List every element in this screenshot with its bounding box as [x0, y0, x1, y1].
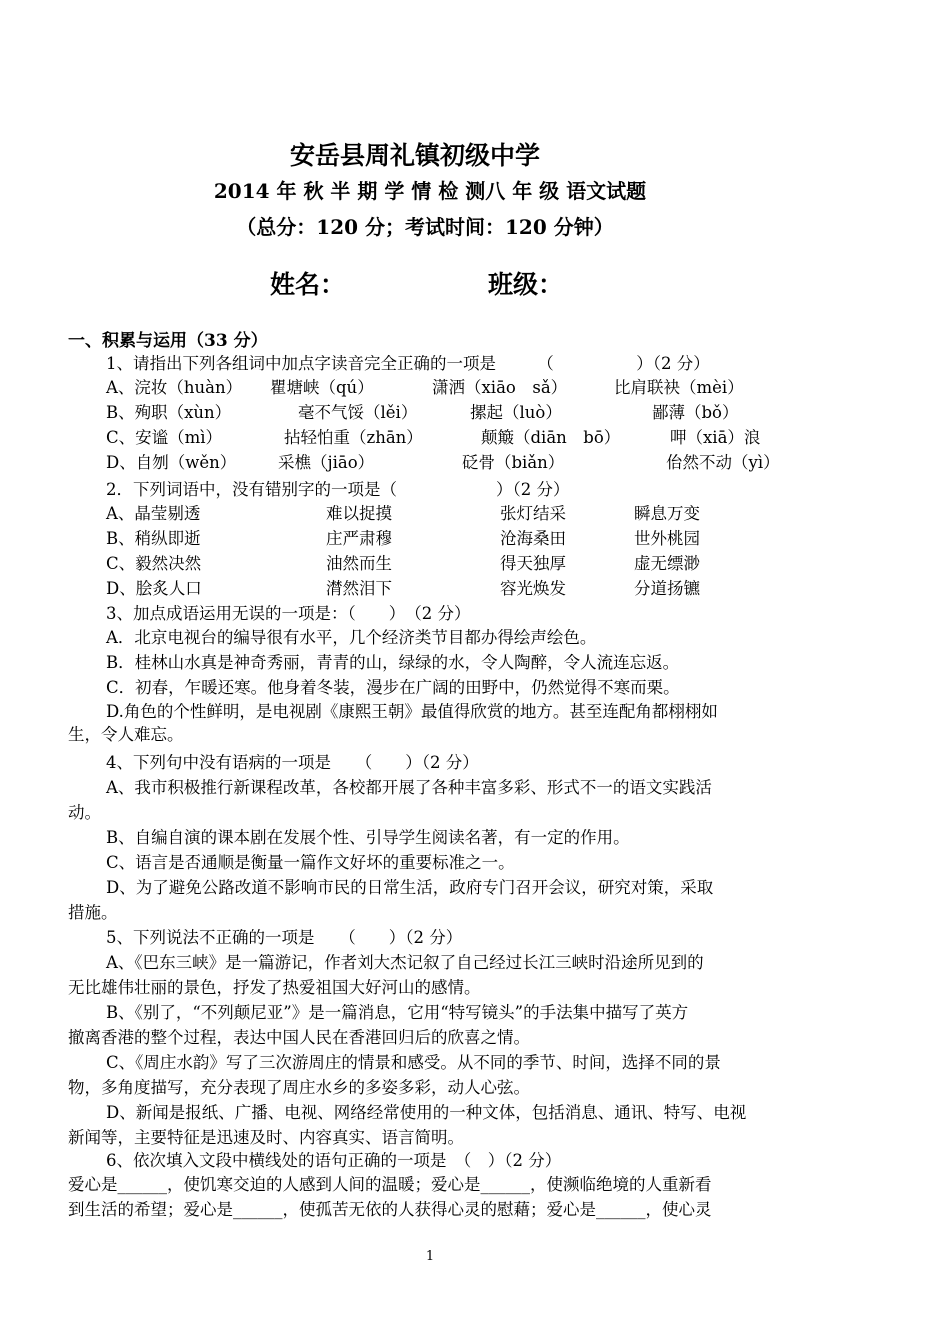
q4-option-c: C、语言是否通顺是衡量一篇作文好坏的重要标准之一。 [106, 853, 515, 872]
q1-a-2: 瞿塘峡（qú） [270, 378, 374, 397]
q2-a-3: 张灯结采 [500, 504, 566, 523]
q2-a-2: 难以捉摸 [326, 504, 392, 523]
q4-stem: 4、下列句中没有语病的一项是 （ ）（2 分） [106, 753, 479, 772]
q2-d-3: 容光焕发 [500, 579, 566, 598]
q4-option-d-line2: 措施。 [68, 903, 118, 922]
q2-c-3: 得天独厚 [500, 554, 566, 573]
q2-c-1: C、毅然决然 [106, 554, 202, 573]
q1-c-1: C、安谧（mì） [106, 428, 223, 447]
q5-option-c-line1: C、《周庄水韵》写了三次游周庄的情景和感受。从不同的季节、时间，选择不同的景 [106, 1053, 721, 1072]
q1-d-3: 砭骨（biǎn） [462, 453, 565, 472]
q3-option-d-line2: 生，令人难忘。 [68, 725, 184, 744]
q5-option-d-line1: D、新闻是报纸、广播、电视、网络经常使用的一种文体，包括消息、通讯、特写、电视 [106, 1103, 747, 1122]
q2-a-1: A、晶莹剔透 [106, 504, 201, 523]
q1-a-3: 潇洒（xiāo sǎ） [432, 378, 568, 397]
q2-b-3: 沧海桑田 [500, 529, 566, 548]
q5-option-b-line1: B、《别了，“不列颠尼亚”》是一篇消息，它用“特写镜头”的手法集中描写了英方 [106, 1003, 689, 1022]
q1-b-3: 摞起（luò） [470, 403, 562, 422]
q1-d-2: 采樵（jiāo） [278, 453, 375, 472]
q4-option-a-line2: 动。 [68, 803, 101, 822]
section-title: 一、积累与运用（33 分） [68, 331, 268, 351]
q6-passage-line2: 到生活的希望；爱心是______，使孤苦无依的人获得心灵的慰藉；爱心是______，使心灵 [68, 1200, 712, 1219]
q2-d-2: 潸然泪下 [326, 579, 392, 598]
q2-d-1: D、脍炙人口 [106, 579, 202, 598]
q1-d-4: 佁然不动（yì） [666, 453, 780, 472]
q5-option-d-line2: 新闻等，主要特征是迅速及时、内容真实、语言简明。 [68, 1128, 464, 1147]
page-number: 1 [425, 1249, 435, 1264]
q1-b-1: B、殉职（xùn） [106, 403, 232, 422]
q5-option-a-line2: 无比雄伟壮丽的景色，抒发了热爱祖国大好河山的感情。 [68, 978, 481, 997]
q1-d-1: D、自刎（wěn） [106, 453, 237, 472]
name-label: 姓名： [270, 270, 346, 299]
class-label: 班级： [488, 270, 564, 299]
q3-option-b: B．桂林山水真是神奇秀丽，青青的山，绿绿的水，令人陶醉，令人流连忘返。 [106, 653, 680, 672]
q3-option-a: A．北京电视台的编导很有水平，几个经济类节目都办得绘声绘色。 [106, 628, 597, 647]
q4-option-a-line1: A、我市积极推行新课程改革，各校都开展了各种丰富多彩、形式不一的语文实践活 [106, 778, 712, 797]
q3-stem: 3、加点成语运用无误的一项是：（ ） （2 分） [106, 604, 471, 623]
q6-passage-line1: 爱心是______，使饥寒交迫的人感到人间的温暖；爱心是______，使濒临绝境的人重新看 [68, 1175, 712, 1194]
q2-d-4: 分道扬镳 [634, 579, 700, 598]
q3-option-d-line1: D.角色的个性鲜明，是电视剧《康熙王朝》最值得欣赏的地方。甚至连配角都栩栩如 [106, 702, 718, 721]
q1-c-2: 拈轻怕重（zhān） [284, 428, 423, 447]
q4-option-b: B、自编自演的课本剧在发展个性、引导学生阅读名著，有一定的作用。 [106, 828, 630, 847]
q2-a-4: 瞬息万变 [634, 504, 700, 523]
q1-b-2: 毫不气馁（lěi） [298, 403, 418, 422]
q1-c-4: 呷（xiā）浪 [670, 428, 761, 447]
q2-c-4: 虚无缥渺 [634, 554, 700, 573]
q1-a-4: 比肩联袂（mèi） [614, 378, 744, 397]
q3-option-c: C．初春，乍暖还寒。他身着冬装，漫步在广阔的田野中，仍然觉得不寒而栗。 [106, 678, 680, 697]
q6-stem: 6、依次填入文段中横线处的语句正确的一项是 （ ）（2 分） [106, 1151, 562, 1170]
q2-b-2: 庄严肃穆 [326, 529, 392, 548]
q5-option-b-line2: 撤离香港的整个过程，表达中国人民在香港回归后的欣喜之情。 [68, 1028, 530, 1047]
q5-stem: 5、下列说法不正确的一项是 （ ）（2 分） [106, 928, 463, 947]
q1-a-1: A、浣妆（huàn） [106, 378, 243, 397]
q1-stem: 1、请指出下列各组词中加点字读音完全正确的一项是 （ ）（2 分） [106, 354, 710, 373]
q1-c-3: 颠簸（diān bō） [481, 428, 621, 447]
exam-title: 2014 年 秋 半 期 学 情 检 测八 年 级 语文试题 [213, 179, 647, 203]
q1-b-4: 鄙薄（bǒ） [652, 403, 739, 422]
q2-b-4: 世外桃园 [634, 529, 700, 548]
q4-option-d-line1: D、为了避免公路改道不影响市民的日常生活，政府专门召开会议，研究对策，采取 [106, 878, 714, 897]
q2-b-1: B、稍纵即逝 [106, 529, 201, 548]
exam-info: （总分：120 分；考试时间：120 分钟） [236, 215, 614, 239]
school-title: 安岳县周礼镇初级中学 [289, 141, 540, 170]
q5-option-c-line2: 物，多角度描写，充分表现了周庄水乡的多姿多彩，动人心弦。 [68, 1078, 530, 1097]
q5-option-a-line1: A、《巴东三峡》是一篇游记，作者刘大杰记叙了自己经过长江三峡时沿途所见到的 [106, 953, 704, 972]
q2-c-2: 油然而生 [326, 554, 392, 573]
q2-stem: 2．下列词语中，没有错别字的一项是（ ）（2 分） [106, 480, 570, 499]
